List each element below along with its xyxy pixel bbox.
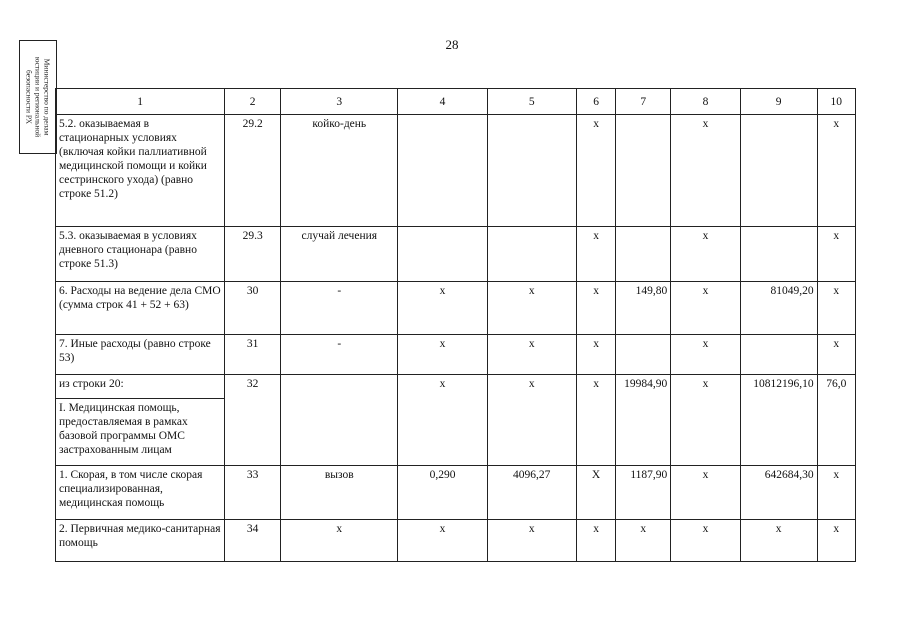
value-cell: х [576,282,615,335]
row-label: 2. Первичная медико-санитарная помощь [56,520,225,562]
table-row [56,227,856,282]
row-code: 31 [225,335,281,375]
registration-stamp [19,40,57,154]
header-cell: 3 [281,89,398,115]
document-table [55,88,856,562]
row-label: 5.2. оказываемая в стационарных условиях (включая койки паллиативной медицинской помощи и койки сестринского ухода) (равно строке 51.2) [56,115,225,227]
value-cell [398,115,487,227]
stamp-line-1: Министерство по делам [42,58,52,136]
value-cell: х [671,115,741,227]
value-cell: х [487,282,576,335]
value-cell [487,115,576,227]
row-code: 34 [225,520,281,562]
value-cell: х [576,227,615,282]
value-cell [616,115,671,227]
header-cell: 5 [487,89,576,115]
value-cell: х [671,520,741,562]
value-cell: х [817,282,855,335]
header-cell: 10 [817,89,855,115]
value-cell: х [576,520,615,562]
row-code: 29.3 [225,227,281,282]
value-cell: 81049,20 [740,282,817,335]
value-cell: х [576,375,615,466]
unit-cell: - [281,282,398,335]
header-cell: 4 [398,89,487,115]
row-label: 1. Скорая, в том числе скорая специализированная, медицинская помощь [56,466,225,520]
header-cell: 1 [56,89,225,115]
value-cell [487,227,576,282]
value-cell [740,227,817,282]
value-cell: х [398,335,487,375]
value-cell [616,335,671,375]
row-code: 29.2 [225,115,281,227]
table-header-row [56,89,856,115]
table-row [56,115,856,227]
value-cell: х [576,335,615,375]
value-cell: Х [576,466,615,520]
value-cell [616,227,671,282]
value-cell: х [671,375,741,466]
value-cell: 1187,90 [616,466,671,520]
row-label: 5.3. оказываемая в условиях дневного стационара (равно строке 51.3) [56,227,225,282]
value-cell: 642684,30 [740,466,817,520]
table-row [56,335,856,375]
value-cell: х [616,520,671,562]
value-cell [740,335,817,375]
value-cell: х [487,375,576,466]
row-code: 33 [225,466,281,520]
table-row [56,282,856,335]
value-cell: х [671,466,741,520]
value-cell: х [671,227,741,282]
value-cell: х [817,115,855,227]
value-cell: х [817,227,855,282]
row-label: 7. Иные расходы (равно строке 53) [56,335,225,375]
section-heading: I. Медицинская помощь, предоставляемая в рамках базовой программы ОМС застрахованным лицам [56,399,225,466]
value-cell: 4096,27 [487,466,576,520]
header-cell: 9 [740,89,817,115]
value-cell: 149,80 [616,282,671,335]
header-cell: 2 [225,89,281,115]
row-label: из строки 20: [56,375,225,399]
unit-cell: койко-день [281,115,398,227]
page-number: 28 [445,37,459,52]
value-cell: х [740,520,817,562]
value-cell: х [671,282,741,335]
unit-cell: - [281,335,398,375]
table-row [56,520,856,562]
value-cell: х [398,375,487,466]
row-code: 30 [225,282,281,335]
unit-cell: х [281,520,398,562]
value-cell: х [817,335,855,375]
value-cell: 10812196,10 [740,375,817,466]
row-code: 32 [225,375,281,466]
unit-cell: случай лечения [281,227,398,282]
unit-cell [281,375,398,466]
value-cell: х [398,520,487,562]
stamp-text [25,43,52,151]
stamp-line-3: безопасности РХ [24,70,34,124]
value-cell: 76,0 [817,375,855,466]
value-cell: х [487,520,576,562]
table-row [56,466,856,520]
value-cell: х [817,466,855,520]
table-row [56,375,856,399]
value-cell: х [576,115,615,227]
value-cell: 0,290 [398,466,487,520]
value-cell [398,227,487,282]
value-cell: х [487,335,576,375]
header-cell: 8 [671,89,741,115]
value-cell: х [817,520,855,562]
value-cell: х [671,335,741,375]
value-cell: х [398,282,487,335]
value-cell: 19984,90 [616,375,671,466]
header-cell: 7 [616,89,671,115]
stamp-line-2: юстиции и региональной [33,56,43,138]
header-cell: 6 [576,89,615,115]
value-cell [740,115,817,227]
unit-cell: вызов [281,466,398,520]
row-label: 6. Расходы на ведение дела СМО (сумма строк 41 + 52 + 63) [56,282,225,335]
